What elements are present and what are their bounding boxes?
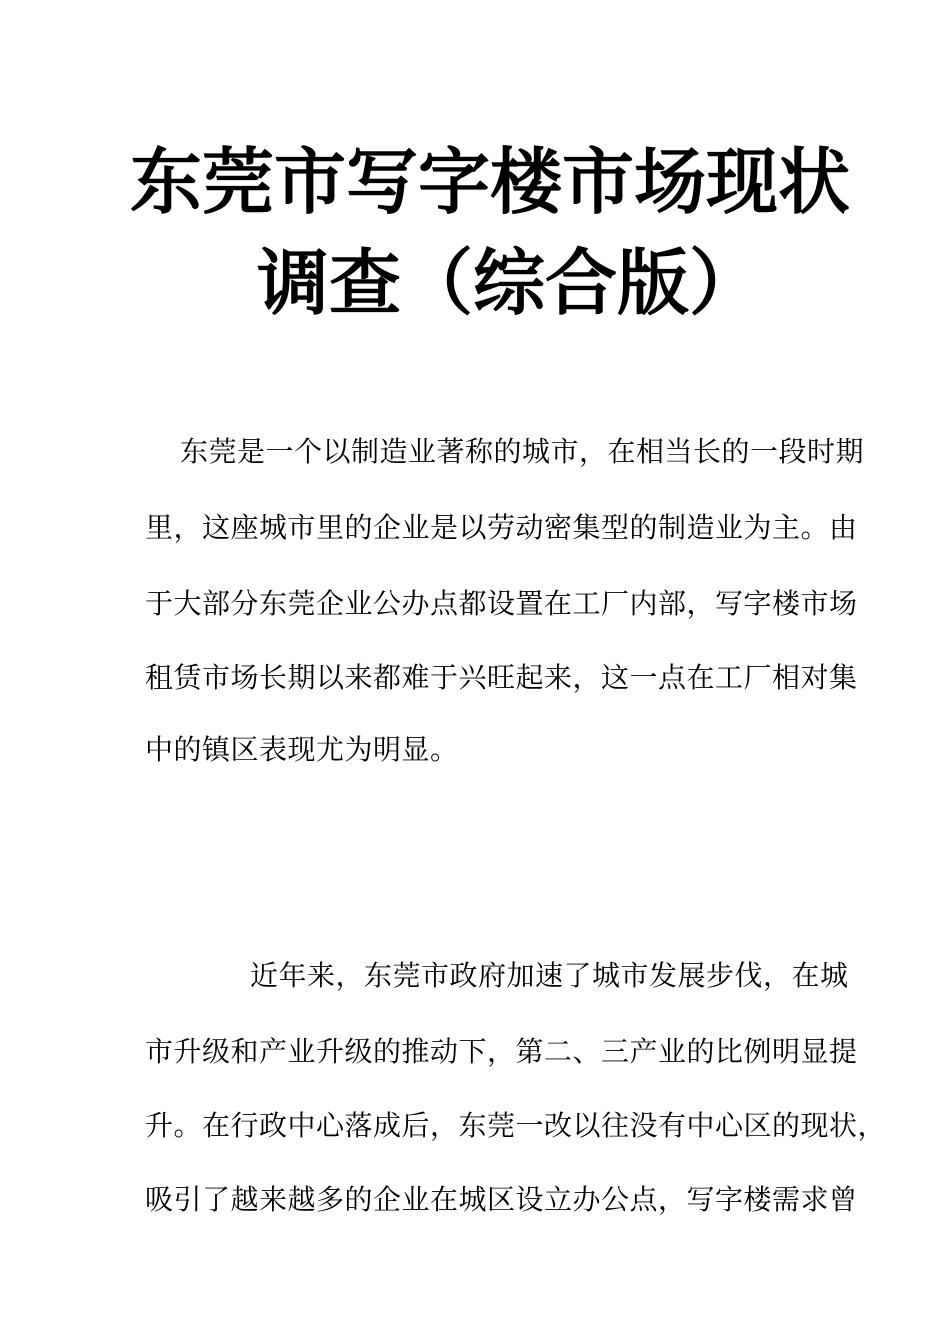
document-title-line-1: 东莞市写字楼市场现状: [129, 140, 850, 224]
paragraph-1-line-3: 于大部分东莞企业公办点都设置在工厂内部，写字楼市场: [145, 587, 858, 620]
paragraph-1-line-5: 中的镇区表现尤为明显。: [145, 733, 459, 766]
paragraph-2-line-3: 升。在行政中心落成后，东莞一改以往没有中心区的现状，: [145, 1109, 887, 1142]
paragraph-1-line-2: 里，这座城市里的企业是以劳动密集型的制造业为主。由: [145, 511, 858, 544]
paragraph-2-line-4: 吸引了越来越多的企业在城区设立办公点，写字楼需求曾: [145, 1183, 858, 1216]
paragraph-1-line-1: 东莞是一个以制造业著称的城市，在相当长的一段时期: [180, 435, 865, 468]
paragraph-2-line-1: 近年来，东莞市政府加速了城市发展步伐，在城: [250, 959, 849, 992]
paragraph-2-line-2: 市升级和产业升级的推动下，第二、三产业的比例明显提: [145, 1035, 858, 1068]
paragraph-1-line-4: 租赁市场长期以来都难于兴旺起来，这一点在工厂相对集: [145, 661, 858, 694]
document-title-line-2: 调查（综合版）: [257, 241, 762, 325]
